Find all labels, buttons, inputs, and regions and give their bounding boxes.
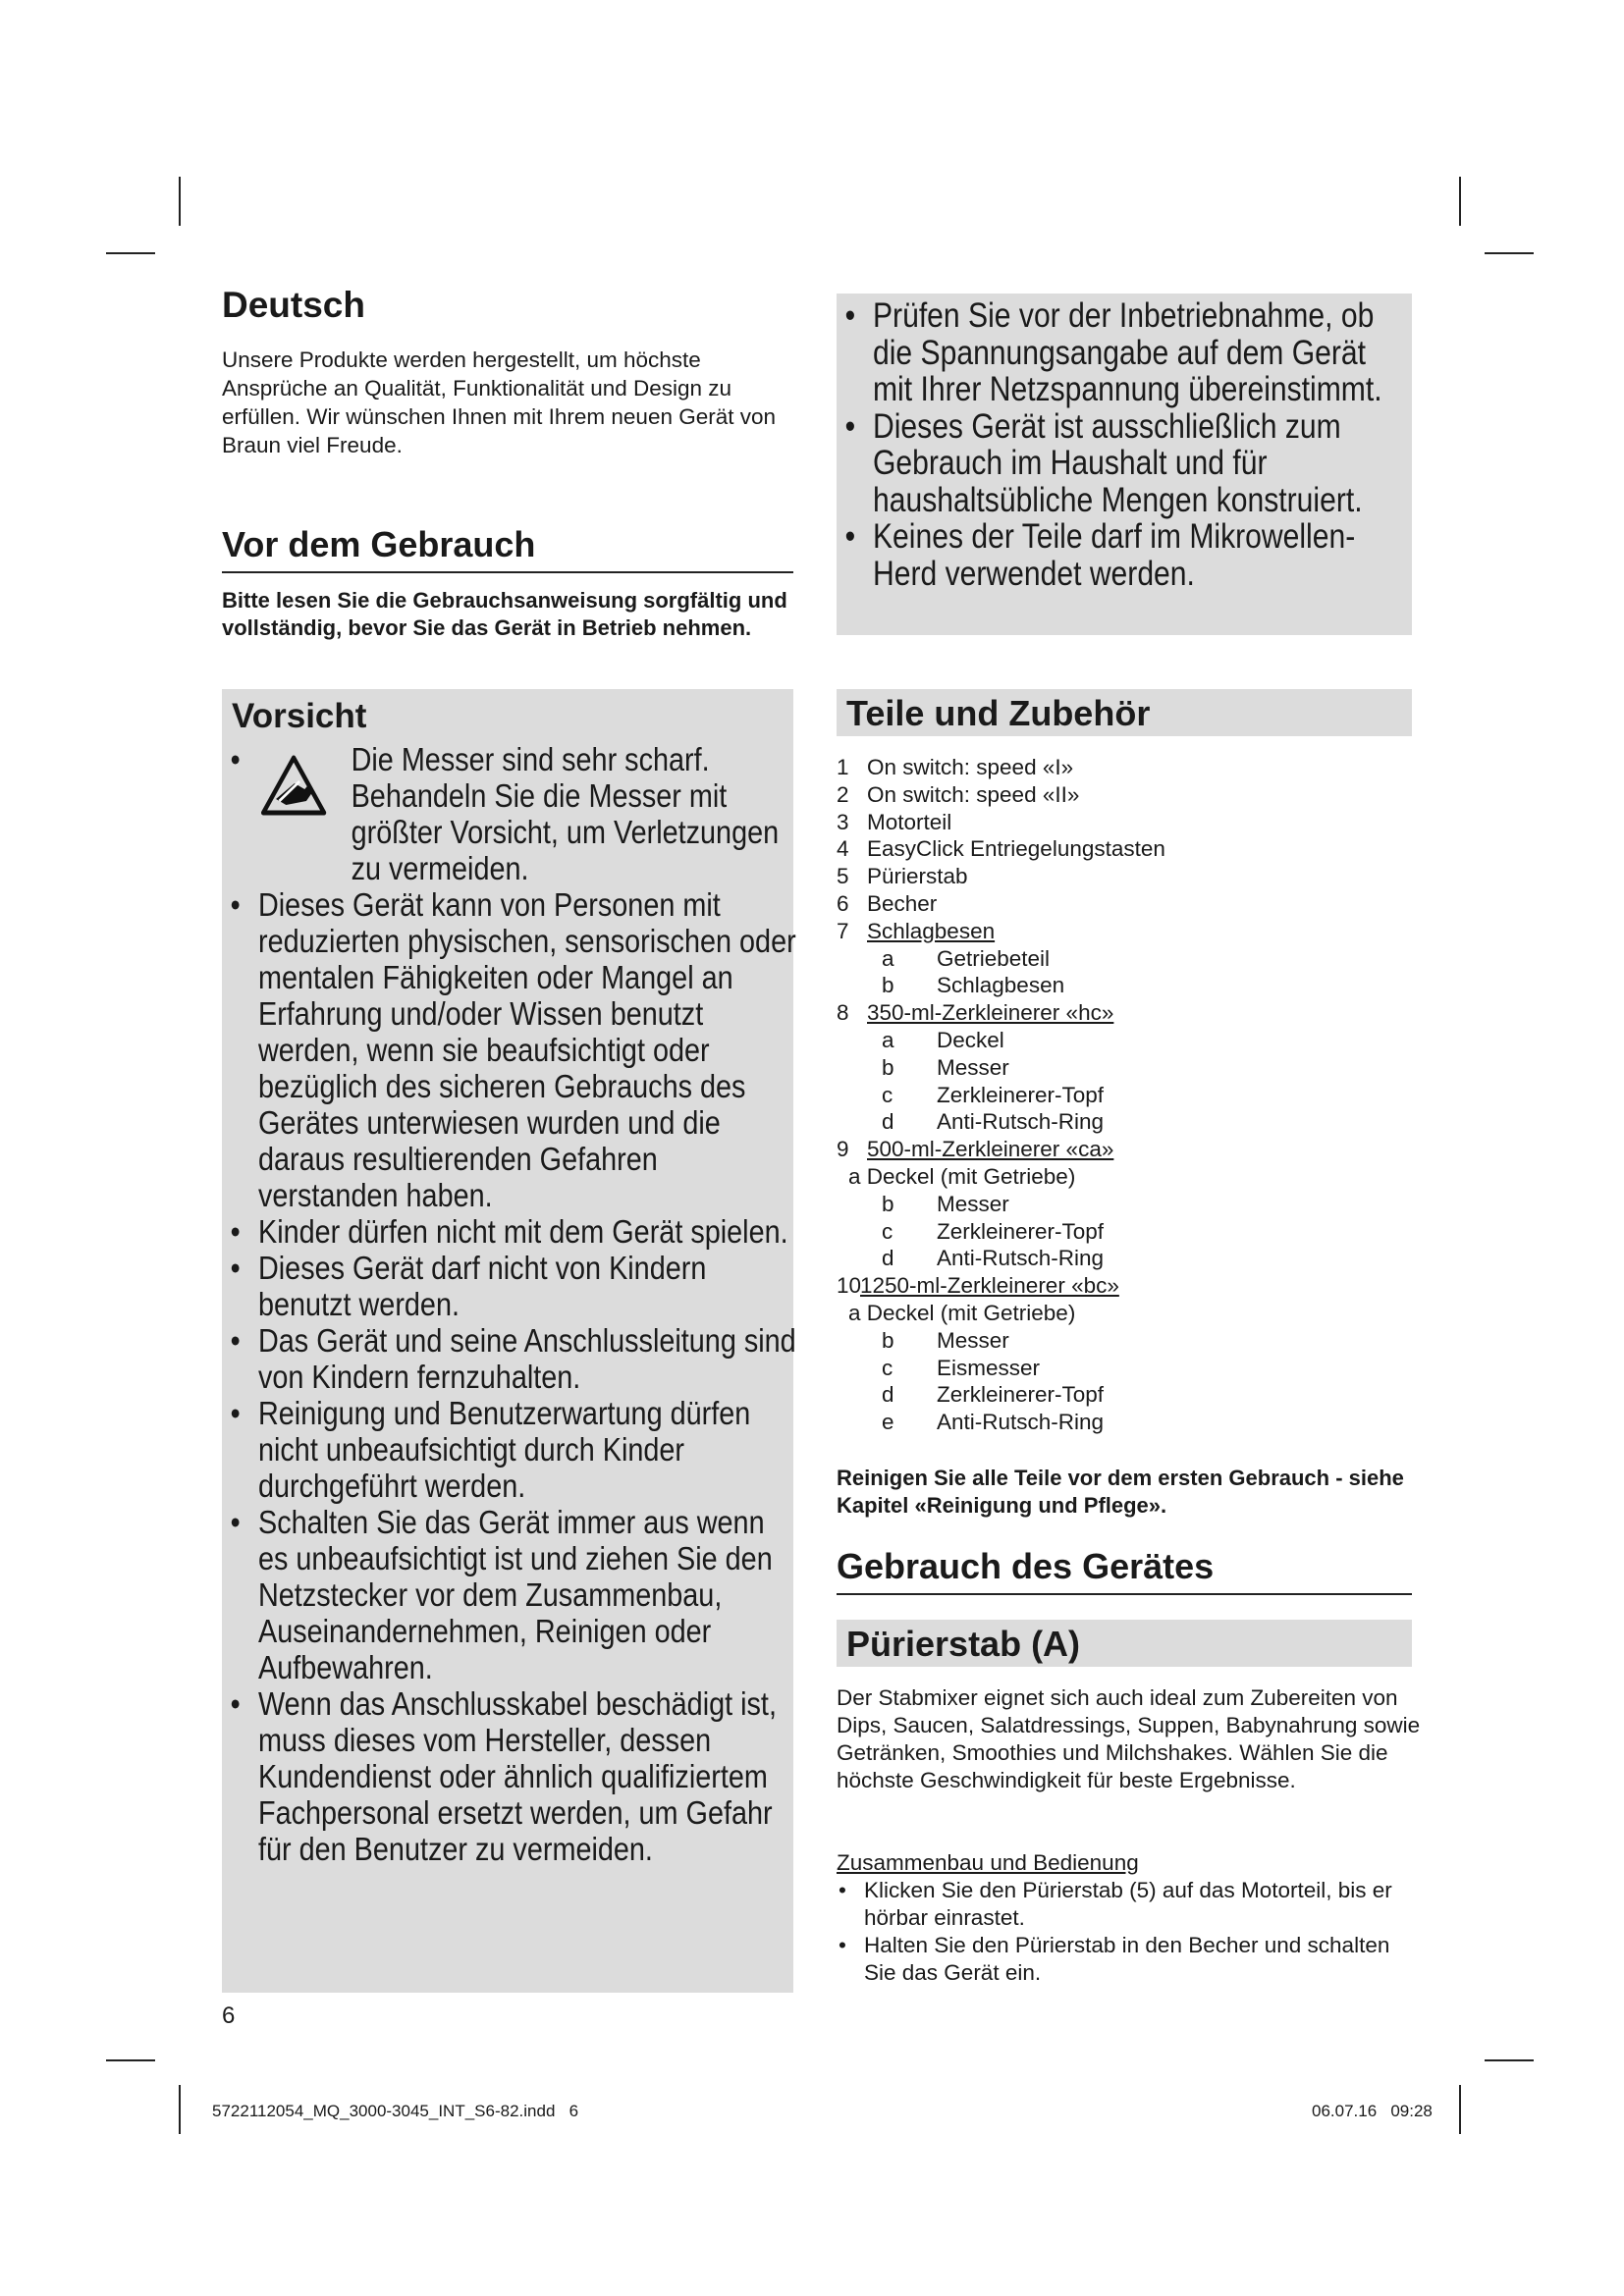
part-label: 1250-ml-Zerkleinerer «bc» xyxy=(860,1273,1119,1299)
bullet: • xyxy=(230,1396,241,1432)
crop-mark xyxy=(1459,2085,1461,2134)
bullet: • xyxy=(839,1878,846,1902)
left-column xyxy=(222,285,793,642)
before-use-heading: Vor dem Gebrauch xyxy=(222,524,793,573)
bullet: • xyxy=(230,1214,241,1251)
crop-mark xyxy=(179,2085,181,2134)
bullet: • xyxy=(230,1686,241,1723)
part-number: 7 xyxy=(837,918,849,943)
part-sub-letter: b xyxy=(882,1191,894,1216)
caution-item-text: Die Messer sind sehr scharf. Behandeln Sie die Messer mit größter Vorsicht, um Verletzungen zu vermeiden. xyxy=(351,742,780,887)
caution-item-text: Prüfen Sie vor der Inbetriebnahme, ob die Spannungsangabe auf dem Gerät mit Ihrer Netzspannung übereinstimmt. xyxy=(872,296,1382,408)
part-row xyxy=(837,1327,1412,1355)
caution-item-text: Kinder dürfen nicht mit dem Gerät spielen. xyxy=(257,1214,788,1251)
part-label: Schlagbesen xyxy=(867,918,996,943)
part-sub-label: a Deckel (mit Getriebe) xyxy=(848,1163,1076,1189)
part-sub-label: Getriebeteil xyxy=(937,945,1051,971)
crop-mark xyxy=(106,252,155,254)
part-row xyxy=(837,835,1412,863)
caution-item xyxy=(231,1323,801,1396)
part-number: 6 xyxy=(837,890,849,916)
caution-item-text: Dieses Gerät kann von Personen mit reduzierten physischen, sensorischen oder mentalen Fähigkeiten oder Mangel an Erfahrung und/oder Wissen benutzt werden, wenn sie beaufsichtigt oder bezüglich des sicheren Gebrauchs des Gerätes unterwiesen wurden und die daraus resultierenden Gefahren verstanden haben. xyxy=(257,887,796,1214)
part-sub-label: Anti-Rutsch-Ring xyxy=(937,1109,1105,1135)
sharp-blade-warning-icon xyxy=(261,754,327,817)
part-label: Motorteil xyxy=(867,809,952,834)
assembly-step-text: Halten Sie den Pürierstab in den Becher und schalten Sie das Gerät ein. xyxy=(864,1933,1390,1985)
caution-item xyxy=(231,1505,801,1686)
crop-mark xyxy=(106,2059,155,2061)
part-sub-label: Zerkleinerer-Topf xyxy=(937,1382,1105,1408)
part-row xyxy=(837,972,1412,999)
part-number: 2 xyxy=(837,781,849,807)
caution-item xyxy=(231,1686,801,1868)
part-sub-label: Messer xyxy=(937,1054,1009,1080)
footer-file-info: 5722112054_MQ_3000-3045_INT_S6-82.indd 6 xyxy=(212,2102,579,2120)
footer-timestamp: 06.07.16 09:28 xyxy=(1312,2102,1433,2120)
part-row xyxy=(837,1054,1412,1082)
part-row xyxy=(837,1082,1412,1109)
part-label: 500-ml-Zerkleinerer «ca» xyxy=(867,1137,1114,1162)
blender-heading: Pürierstab (A) xyxy=(846,1624,1081,1664)
part-number: 10 xyxy=(837,1273,862,1299)
assembly-section xyxy=(837,1849,1426,1987)
part-row xyxy=(837,1163,1412,1191)
part-number: 3 xyxy=(837,809,849,834)
crop-mark xyxy=(179,177,181,226)
bullet: • xyxy=(230,1505,241,1541)
caution-item-text: Dieses Gerät darf nicht von Kindern benutzt werden. xyxy=(257,1251,707,1323)
part-row xyxy=(837,1191,1412,1218)
part-sub-label: Deckel xyxy=(937,1027,1004,1052)
parts-heading-bar xyxy=(837,689,1412,736)
clean-note: Reinigen Sie alle Teile vor dem ersten Gebrauch - siehe Kapitel «Reinigung und Pflege». xyxy=(837,1466,1404,1518)
part-sub-letter: c xyxy=(882,1218,893,1244)
page-number: 6 xyxy=(222,2002,236,2029)
part-row xyxy=(837,999,1412,1027)
blender-heading-bar xyxy=(837,1620,1412,1667)
usage-section xyxy=(837,1546,1412,1595)
part-row xyxy=(837,1245,1412,1272)
assembly-heading: Zusammenbau und Bedienung xyxy=(837,1850,1139,1875)
assembly-step xyxy=(837,1877,1426,1932)
part-number: 4 xyxy=(837,836,849,862)
part-row xyxy=(837,1272,1412,1300)
caution-item-text: Dieses Gerät ist ausschließlich zum Gebrauch im Haushalt und für haushaltsübliche Mengen konstruiert. xyxy=(872,406,1363,519)
part-sub-letter: c xyxy=(882,1355,893,1380)
bullet: • xyxy=(844,517,856,556)
caution-item-text: Keines der Teile darf im Mikrowellen-Herd verwendet werden. xyxy=(872,517,1356,593)
part-label: Becher xyxy=(867,890,938,916)
part-label: On switch: speed «II» xyxy=(867,781,1080,807)
part-row xyxy=(837,1381,1412,1409)
caution-item xyxy=(845,408,1411,519)
crop-mark xyxy=(1485,252,1534,254)
part-number: 8 xyxy=(837,1000,849,1026)
part-sub-label: Messer xyxy=(937,1191,1009,1216)
part-sub-label: Schlagbesen xyxy=(937,973,1065,998)
part-label: Pürierstab xyxy=(867,864,968,889)
assembly-step xyxy=(837,1932,1426,1987)
part-number: 9 xyxy=(837,1137,849,1162)
part-row xyxy=(837,918,1412,945)
part-row xyxy=(837,1355,1412,1382)
bullet: • xyxy=(230,1323,241,1360)
bullet: • xyxy=(230,742,241,778)
part-sub-letter: d xyxy=(882,1246,894,1271)
part-row xyxy=(837,1027,1412,1054)
part-row xyxy=(837,781,1412,809)
caution-list xyxy=(231,887,801,1868)
part-row xyxy=(837,1108,1412,1136)
part-sub-label: Zerkleinerer-Topf xyxy=(937,1082,1105,1107)
before-use-note: Bitte lesen Sie die Gebrauchsanweisung sorgfältig und vollständig, bevor Sie das Gerät in Betrieb nehmen. xyxy=(222,588,787,640)
part-number: 1 xyxy=(837,755,849,779)
caution-continued-wrap xyxy=(837,294,1411,592)
blender-description: Der Stabmixer eignet sich auch ideal zum Zubereiten von Dips, Saucen, Salatdressings, Suppen, Babynahrung sowie Getränken, Smoothies und Milchshakes. Wählen Sie die höchste Geschwindigkeit für beste Ergebnisse. xyxy=(837,1685,1421,1792)
caution-item-text: Reinigung und Benutzerwartung dürfen nicht unbeaufsichtigt durch Kinder durchgeführt werden. xyxy=(257,1396,751,1505)
assembly-steps xyxy=(837,1877,1426,1987)
caution-item xyxy=(845,297,1411,408)
part-sub-letter: b xyxy=(882,1054,894,1080)
part-row xyxy=(837,1409,1412,1436)
part-sub-label: Zerkleinerer-Topf xyxy=(937,1218,1105,1244)
part-row xyxy=(837,809,1412,836)
caution-item xyxy=(231,887,801,1214)
part-sub-label: a Deckel (mit Getriebe) xyxy=(848,1300,1076,1325)
caution-list-wrap xyxy=(222,742,800,1868)
part-row xyxy=(837,1300,1412,1327)
part-sub-letter: b xyxy=(882,1327,894,1353)
part-sub-letter: a xyxy=(882,945,894,971)
crop-mark xyxy=(1459,177,1461,226)
bullet: • xyxy=(230,1251,241,1287)
caution-item-blades xyxy=(231,742,801,887)
part-row xyxy=(837,1136,1412,1163)
caution-continued-list xyxy=(837,294,1411,592)
caution-item-text: Schalten Sie das Gerät immer aus wenn es unbeaufsichtigt ist und ziehen Sie den Netzstecker vor dem Zusammenbau, Auseinandernehmen, Reinigen oder Aufbewahren. xyxy=(257,1505,773,1686)
caution-item xyxy=(845,518,1411,592)
parts-heading: Teile und Zubehör xyxy=(846,693,1151,733)
caution-heading: Vorsicht xyxy=(232,697,367,735)
assembly-step-text: Klicken Sie den Pürierstab (5) auf das Motorteil, bis er hörbar einrastet. xyxy=(864,1878,1392,1930)
part-row xyxy=(837,1218,1412,1246)
part-row xyxy=(837,945,1412,973)
part-row xyxy=(837,890,1412,918)
part-row xyxy=(837,754,1412,781)
bullet: • xyxy=(839,1933,846,1957)
part-label: EasyClick Entriegelungstasten xyxy=(867,836,1165,862)
part-sub-letter: d xyxy=(882,1382,894,1408)
part-sub-label: Anti-Rutsch-Ring xyxy=(937,1246,1105,1271)
part-sub-label: Anti-Rutsch-Ring xyxy=(937,1410,1105,1435)
part-sub-letter: a xyxy=(882,1027,894,1052)
caution-item xyxy=(231,1396,801,1505)
part-label: 350-ml-Zerkleinerer «hc» xyxy=(867,1000,1114,1026)
intro-text: Unsere Produkte werden hergestellt, um höchste Ansprüche an Qualität, Funktionalität und Design zu erfüllen. Wir wünschen Ihnen mit Ihrem neuen Gerät von Braun viel Freude. xyxy=(222,347,777,457)
parts-list xyxy=(837,754,1412,1436)
caution-item xyxy=(231,1251,801,1323)
bullet: • xyxy=(844,406,856,446)
crop-mark xyxy=(1485,2059,1534,2061)
bullet: • xyxy=(844,296,856,335)
part-sub-label: Eismesser xyxy=(937,1355,1041,1380)
caution-item-text: Wenn das Anschlusskabel beschädigt ist, muss dieses vom Hersteller, dessen Kundendienst oder ähnlich qualifiziertem Fachpersonal ersetzt werden, um Gefahr für den Benutzer zu vermeiden. xyxy=(257,1686,777,1868)
part-sub-letter: e xyxy=(882,1410,894,1435)
part-number: 5 xyxy=(837,864,849,889)
bullet: • xyxy=(230,887,241,924)
caution-box-continued xyxy=(837,294,1412,635)
part-sub-letter: c xyxy=(882,1082,893,1107)
part-row xyxy=(837,863,1412,890)
caution-box xyxy=(222,689,796,1993)
part-label: On switch: speed «I» xyxy=(867,755,1074,779)
part-sub-letter: b xyxy=(882,973,894,998)
language-title: Deutsch xyxy=(222,285,365,325)
caution-item xyxy=(231,1214,801,1251)
usage-heading: Gebrauch des Gerätes xyxy=(837,1546,1412,1595)
part-sub-label: Messer xyxy=(937,1327,1009,1353)
caution-item-text: Das Gerät und seine Anschlussleitung sind von Kindern fernzuhalten. xyxy=(257,1323,796,1396)
part-sub-letter: d xyxy=(882,1109,894,1135)
